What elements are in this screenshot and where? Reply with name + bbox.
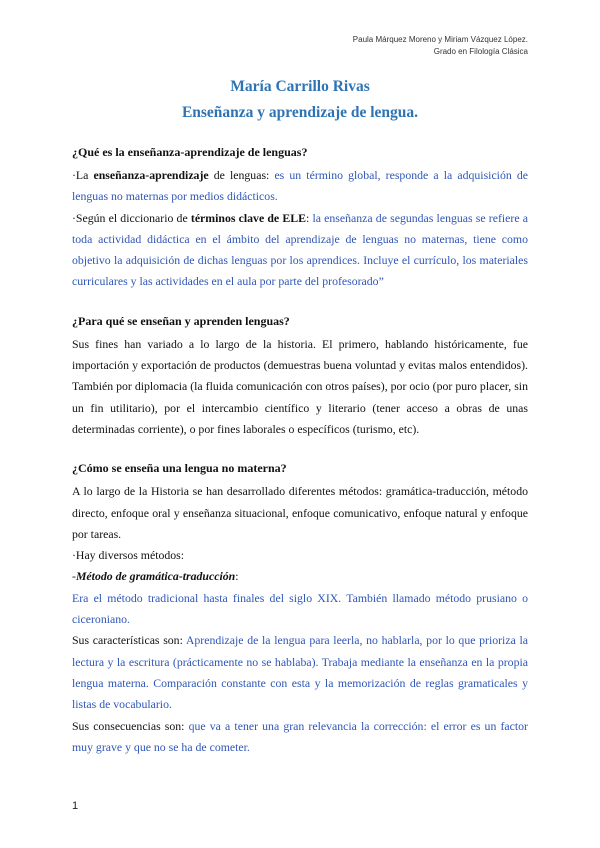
paragraph-methods-intro: A lo largo de la Historia se han desarrollado diferentes métodos: gramática-traducción, método directo, enfoque oral y enseñanza situacional, enfoque comunicativo, enfoque natural y enfoque por tareas.	[72, 484, 528, 541]
bold-term: enseñanza-aprendizaje	[93, 168, 209, 182]
text-run: ·La	[72, 168, 94, 182]
paragraph-methods-list: ·Hay diversos métodos:	[72, 548, 185, 563]
method-heading	[72, 566, 528, 587]
header-authors: Paula Márquez Moreno y Miriam Vázquez López.	[352, 35, 528, 44]
title-block	[0, 76, 600, 124]
definition-text: la enseñanza de segundas lenguas se refiere a toda actividad didáctica en el ámbito del aprendizaje de lenguas no maternas, tiene como objetivo la adquisición de dichas lenguas por los aprendices. Incluye el currículo, los materiales curriculares y las actividades en el aula por parte del profesorado”	[72, 210, 528, 289]
section-heading-why: ¿Para qué se enseñan y aprenden lenguas?	[72, 313, 290, 328]
definition-text: es un término global, responde a la adquisición de lenguas no maternas por medios didácticos.	[72, 168, 529, 204]
method-name: Método de gramática-traducción	[75, 569, 236, 584]
text-run: Sus consecuencias son:	[72, 718, 189, 733]
text-run: de lenguas:	[208, 168, 275, 182]
document-title: Enseñanza y aprendizaje de lengua.	[181, 104, 419, 121]
text-run: ·Según el diccionario de	[72, 210, 191, 225]
text-run: Sus características son:	[72, 633, 186, 648]
document-body	[72, 142, 528, 758]
paragraph-method-desc: Era el método tradicional hasta finales del siglo XIX. También llamado método prusiano o ciceroniano.	[72, 590, 528, 627]
text-run: -	[72, 569, 76, 584]
paragraph-consequences	[72, 716, 528, 759]
paragraph-ele-definition	[72, 208, 528, 293]
characteristics-text: Aprendizaje de la lengua para leerla, no hablarla, por lo que prioriza la lectura y la escritura (prácticamente no se hablaba). Trabaja mediante la enseñanza en la propia lengua materna. Comparación constante con esta y la memorización de reglas gramaticales y listas de vocabulario.	[72, 633, 528, 712]
text-run: :	[235, 569, 239, 584]
paragraph-characteristics	[72, 630, 528, 715]
bold-term: términos clave de ELE	[190, 210, 306, 225]
header-degree: Grado en Filología Clásica	[433, 47, 528, 56]
author-name: María Carrillo Rivas	[230, 78, 370, 95]
text-run: :	[305, 210, 313, 225]
consequences-text: que va a tener una gran relevancia la corrección: el error es un factor muy grave y que no se ha de cometer.	[72, 718, 528, 754]
section-heading-how: ¿Cómo se enseña una lengua no materna?	[72, 461, 287, 476]
section-heading-what: ¿Qué es la enseñanza-aprendizaje de lenguas?	[72, 145, 308, 159]
paragraph-purposes: Sus fines han variado a lo largo de la historia. El primero, hablando históricamente, fue importación y exportación de productos (demuestras buena voluntad y evitas malos entendidos). También por diplomacia (la fluida comunicación con otros países), por ocio (por puro placer, sin un fin utilitario), por el intercambio científico y literario (tener acceso a obras de unas determinadas corriente), o por fines laborales o específicos (turismo, etc).	[72, 336, 528, 436]
page-number: 1	[72, 800, 79, 812]
paragraph-definition	[72, 165, 528, 208]
page-header	[353, 34, 528, 58]
